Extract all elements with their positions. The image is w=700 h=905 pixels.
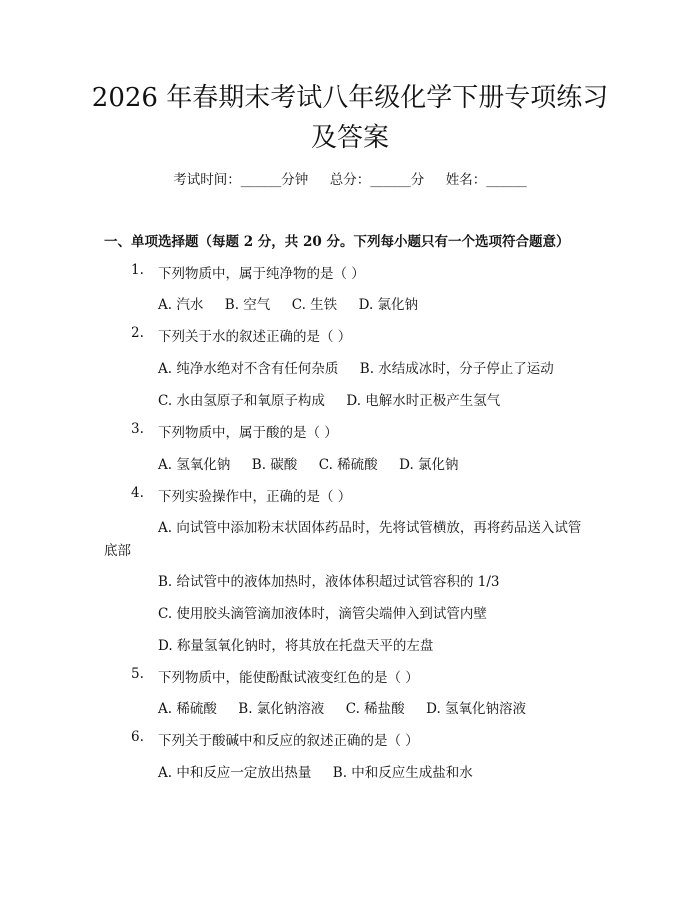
question-number: 1. bbox=[131, 262, 144, 278]
question-text: 下列实验操作中，正确的是（ ） bbox=[158, 489, 352, 505]
question-number: 2. bbox=[131, 325, 144, 341]
question-text: 下列物质中，属于酸的是（ ） bbox=[158, 425, 338, 441]
page-title bbox=[0, 78, 700, 158]
title-line-1: 2026 年春期末考试八年级化学下册专项练习 bbox=[91, 83, 609, 113]
question-1-options: A. 汽水 B. 空气 C. 生铁 D. 氯化钠 bbox=[158, 297, 419, 313]
question-6-options: A. 中和反应一定放出热量 B. 中和反应生成盐和水 bbox=[158, 765, 473, 781]
question-5-options: A. 稀硫酸 B. 氯化钠溶液 C. 稀盐酸 D. 氢氧化钠溶液 bbox=[158, 701, 527, 717]
exam-info: 考试时间：______分钟 总分：______分 姓名：______ bbox=[173, 172, 527, 188]
question-4-option-d: D. 称量氢氧化钠时，将其放在托盘天平的左盘 bbox=[158, 638, 434, 654]
question-4-option-c: C. 使用胶头滴管滴加液体时，滴管尖端伸入到试管内壁 bbox=[158, 606, 487, 622]
question-text: 下列物质中，属于纯净物的是（ ） bbox=[158, 266, 365, 282]
question-text: 下列物质中，能使酚酞试液变红色的是（ ） bbox=[158, 670, 419, 686]
question-text: 下列关于水的叙述正确的是（ ） bbox=[158, 329, 352, 345]
question-3-options: A. 氢氧化钠 B. 碳酸 C. 稀硫酸 D. 氯化钠 bbox=[158, 457, 459, 473]
question-number: 4. bbox=[131, 485, 144, 501]
question-4-option-a-continued: 底部 bbox=[104, 543, 131, 559]
question-number: 5. bbox=[131, 666, 144, 682]
question-number: 6. bbox=[131, 729, 144, 745]
section-heading: 一、单项选择题（每题 2 分，共 20 分。下列每小题只有一个选项符合题意） bbox=[104, 234, 570, 250]
question-2-options-row-1: A. 纯净水绝对不含有任何杂质 B. 水结成冰时，分子停止了运动 bbox=[158, 361, 554, 377]
question-number: 3. bbox=[131, 421, 144, 437]
title-line-2: 及答案 bbox=[310, 123, 389, 153]
question-2-options-row-2: C. 水由氢原子和氧原子构成 D. 电解水时正极产生氢气 bbox=[158, 393, 501, 409]
question-text: 下列关于酸碱中和反应的叙述正确的是（ ） bbox=[158, 733, 419, 749]
question-4-option-a: A. 向试管中添加粉末状固体药品时，先将试管横放，再将药品送入试管 bbox=[158, 520, 582, 536]
question-4-option-b: B. 给试管中的液体加热时，液体体积超过试管容积的 1/3 bbox=[158, 574, 500, 590]
